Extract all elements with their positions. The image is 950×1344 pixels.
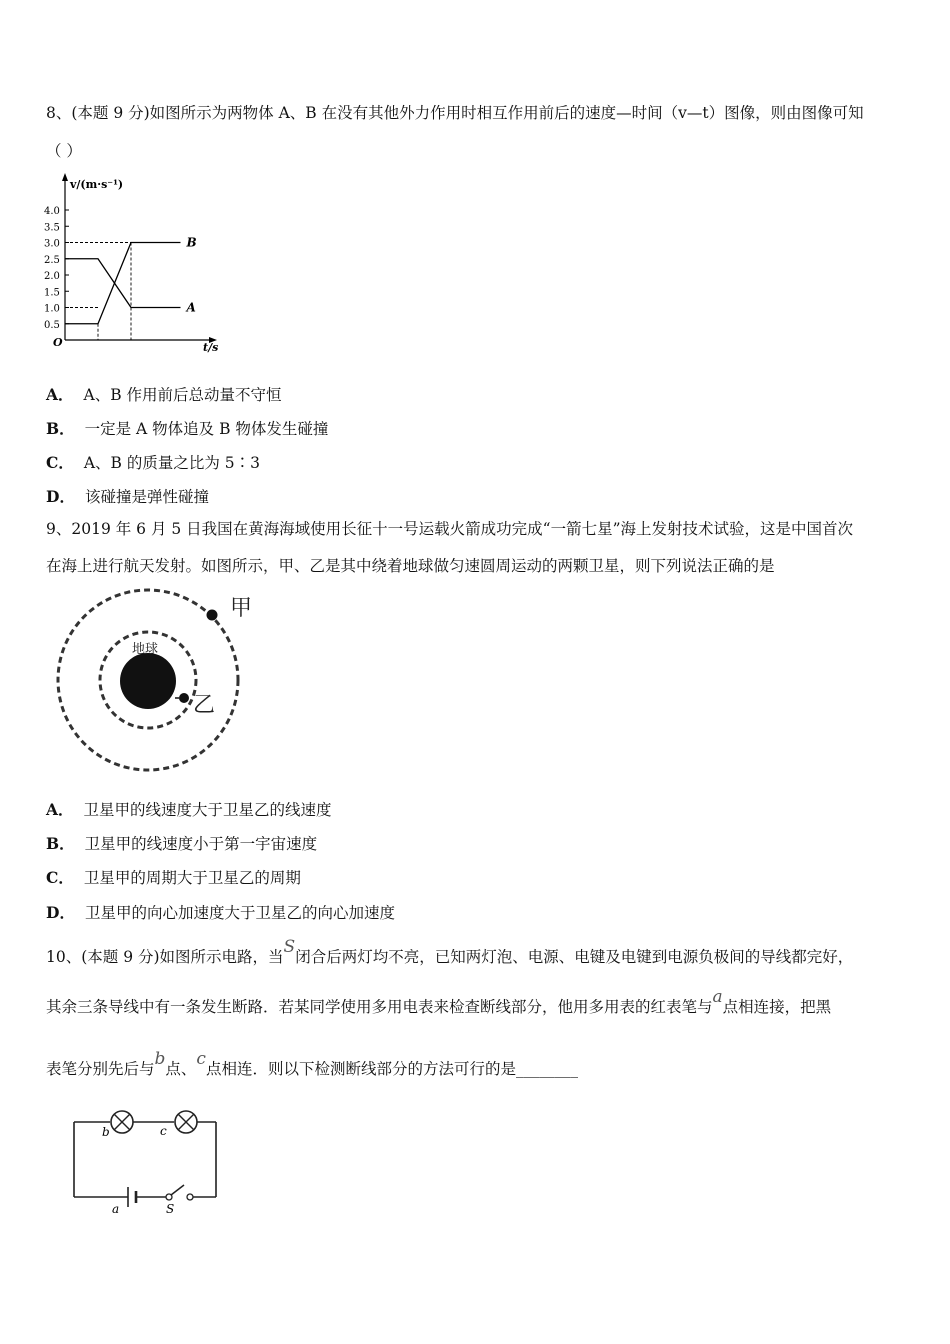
label-c: c	[160, 1124, 167, 1138]
y-tick-label-0: 0.5	[44, 319, 60, 331]
series-B	[65, 243, 181, 324]
origin-label: O	[53, 336, 63, 349]
q8-option-c[interactable]: C． A、B 的质量之比为 5∶3	[46, 453, 261, 472]
q8-option-a[interactable]: A． A、B 作用前后总动量不守恒	[46, 385, 282, 404]
satellite-yi	[179, 693, 189, 703]
q8-vt-graph	[40, 170, 240, 360]
q9-option-d[interactable]: D． 卫星甲的向心加速度大于卫星乙的向心加速度	[46, 903, 395, 922]
y-tick-label-7: 4.0	[44, 206, 60, 217]
satellite-jia	[207, 610, 218, 621]
y-tick-label-1: 1.0	[44, 303, 60, 315]
earth-label: 地球	[132, 642, 159, 657]
satellite-jia-label: 甲	[230, 596, 253, 621]
y-tick-label-2: 1.5	[44, 287, 60, 299]
q9-orbit-figure	[50, 585, 270, 775]
q9-option-a[interactable]: A． 卫星甲的线速度大于卫星乙的线速度	[46, 800, 332, 819]
y-tick-label-6: 3.5	[44, 222, 60, 234]
q9-stem-line2: 在海上进行航天发射。如图所示，甲、乙是其中绕着地球做匀速圆周运动的两颗卫星，则下列说法正确的是	[46, 557, 775, 575]
label-a: a	[112, 1202, 120, 1216]
q10-stem-line1: 10、(本题 9 分)如图所示电路，当S闭合后两灯均不亮，已知两灯泡、电源、电键及电键到电源负极间的导线都完好，	[46, 937, 854, 966]
q9-option-b[interactable]: B． 卫星甲的线速度小于第一宇宙速度	[46, 834, 318, 853]
satellite-yi-label: 乙	[193, 693, 216, 718]
earth	[120, 653, 176, 709]
q8-stem-line2: （ ）	[46, 142, 82, 160]
q8-option-d[interactable]: D． 该碰撞是弹性碰撞	[46, 487, 209, 506]
q8-option-b[interactable]: B． 一定是 A 物体追及 B 物体发生碰撞	[46, 419, 329, 438]
y-axis-label: v/(m·s⁻¹)	[70, 178, 124, 191]
q8-stem-line1: 8、(本题 9 分)如图所示为两物体 A、B 在没有其他外力作用时相互作用前后的速度—时间（v—t）图像，则由图像可知	[46, 104, 864, 122]
label-b: b	[102, 1125, 110, 1139]
q10-circuit-figure	[66, 1105, 246, 1220]
series-A	[65, 259, 181, 308]
y-tick-label-4: 2.5	[44, 254, 60, 266]
q10-stem-line2: 其余三条导线中有一条发生断路．若某同学使用多用电表来检查断线部分，他用多用表的红表笔与a点相连接，把黑	[46, 987, 832, 1016]
q9-option-c[interactable]: C． 卫星甲的周期大于卫星乙的周期	[46, 868, 301, 887]
x-axis-label: t/s	[203, 341, 219, 354]
q10-stem-line3: 表笔分别先后与b点、c点相连．则以下检测断线部分的方法可行的是________	[46, 1049, 578, 1078]
series-label-A: A	[186, 300, 196, 315]
y-tick-label-3: 2.0	[44, 271, 60, 282]
label-s: S	[166, 1202, 175, 1216]
switch	[171, 1185, 184, 1195]
y-tick-label-5: 3.0	[44, 238, 60, 250]
series-label-B: B	[186, 235, 197, 250]
q9-stem-line1: 9、2019 年 6 月 5 日我国在黄海海域使用长征十一号运载火箭成功完成“一箭七星”海上发射技术试验，这是中国首次	[46, 520, 854, 538]
